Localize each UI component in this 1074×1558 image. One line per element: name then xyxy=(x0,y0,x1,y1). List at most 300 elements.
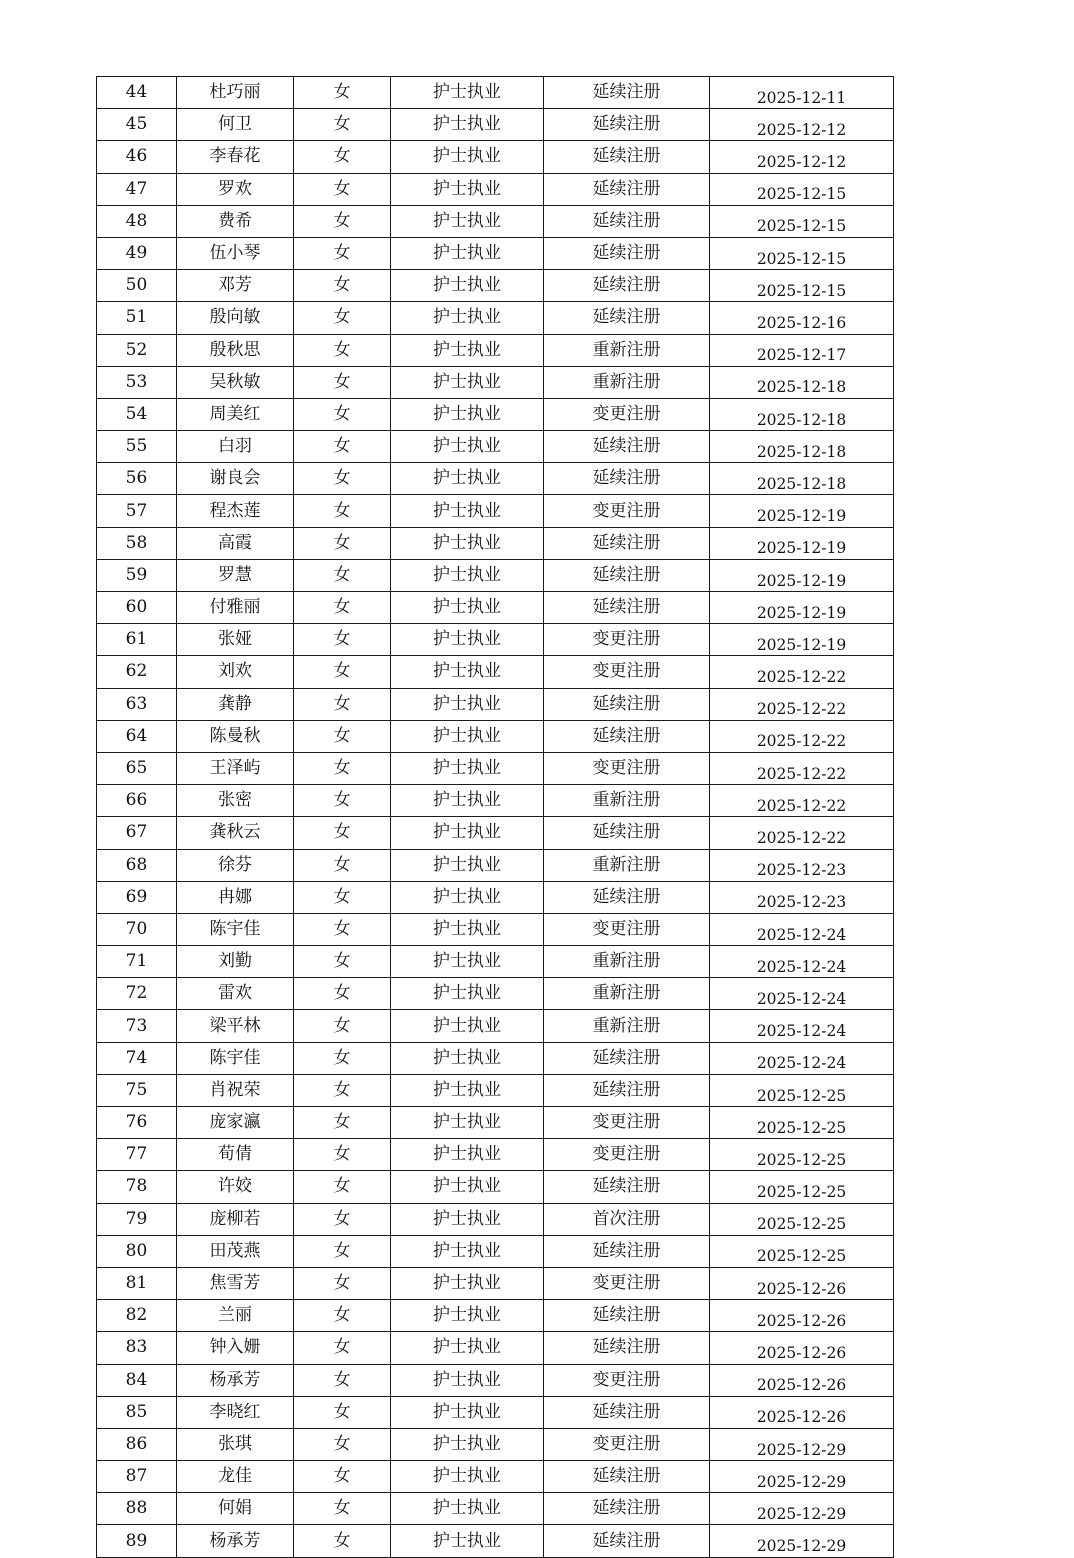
date-cell: 2025-12-15 xyxy=(710,270,894,302)
date-cell: 2025-12-18 xyxy=(710,431,894,463)
practice-category-cell: 护士执业 xyxy=(391,1107,544,1139)
registration-type-cell: 延续注册 xyxy=(544,1493,710,1525)
practice-category-cell: 护士执业 xyxy=(391,881,544,913)
date-cell: 2025-12-25 xyxy=(710,1203,894,1235)
table-row xyxy=(97,1493,894,1525)
gender-cell: 女 xyxy=(294,559,391,591)
name-cell: 殷秋思 xyxy=(177,334,294,366)
row-number-cell: 54 xyxy=(97,398,177,430)
gender-cell: 女 xyxy=(294,205,391,237)
name-cell: 杨承芳 xyxy=(177,1525,294,1557)
name-cell: 何娟 xyxy=(177,1493,294,1525)
name-cell: 龚秋云 xyxy=(177,817,294,849)
practice-category-cell: 护士执业 xyxy=(391,913,544,945)
practice-category-cell: 护士执业 xyxy=(391,785,544,817)
row-number-cell: 44 xyxy=(97,77,177,109)
table-row xyxy=(97,270,894,302)
gender-cell: 女 xyxy=(294,1332,391,1364)
registration-type-cell: 变更注册 xyxy=(544,1364,710,1396)
row-number-cell: 62 xyxy=(97,656,177,688)
table-row xyxy=(97,366,894,398)
practice-category-cell: 护士执业 xyxy=(391,77,544,109)
practice-category-cell: 护士执业 xyxy=(391,1171,544,1203)
date-cell: 2025-12-22 xyxy=(710,688,894,720)
name-cell: 付雅丽 xyxy=(177,592,294,624)
gender-cell: 女 xyxy=(294,1010,391,1042)
row-number-cell: 61 xyxy=(97,624,177,656)
date-cell: 2025-12-22 xyxy=(710,720,894,752)
name-cell: 杨承芳 xyxy=(177,1364,294,1396)
practice-category-cell: 护士执业 xyxy=(391,978,544,1010)
registration-type-cell: 延续注册 xyxy=(544,237,710,269)
row-number-cell: 49 xyxy=(97,237,177,269)
date-cell: 2025-12-24 xyxy=(710,978,894,1010)
table-row xyxy=(97,302,894,334)
row-number-cell: 77 xyxy=(97,1139,177,1171)
date-cell: 2025-12-19 xyxy=(710,592,894,624)
table-row xyxy=(97,334,894,366)
registration-type-cell: 延续注册 xyxy=(544,688,710,720)
date-cell: 2025-12-12 xyxy=(710,109,894,141)
row-number-cell: 48 xyxy=(97,205,177,237)
registration-type-cell: 延续注册 xyxy=(544,720,710,752)
gender-cell: 女 xyxy=(294,302,391,334)
registration-type-cell: 变更注册 xyxy=(544,1107,710,1139)
gender-cell: 女 xyxy=(294,624,391,656)
table-row xyxy=(97,849,894,881)
row-number-cell: 69 xyxy=(97,881,177,913)
name-cell: 陈宇佳 xyxy=(177,913,294,945)
row-number-cell: 47 xyxy=(97,173,177,205)
gender-cell: 女 xyxy=(294,431,391,463)
row-number-cell: 50 xyxy=(97,270,177,302)
name-cell: 雷欢 xyxy=(177,978,294,1010)
name-cell: 白羽 xyxy=(177,431,294,463)
registration-type-cell: 延续注册 xyxy=(544,141,710,173)
registration-type-cell: 延续注册 xyxy=(544,881,710,913)
row-number-cell: 75 xyxy=(97,1074,177,1106)
registration-type-cell: 延续注册 xyxy=(544,1461,710,1493)
gender-cell: 女 xyxy=(294,237,391,269)
table-row xyxy=(97,109,894,141)
table-row xyxy=(97,237,894,269)
registration-type-cell: 重新注册 xyxy=(544,1010,710,1042)
gender-cell: 女 xyxy=(294,334,391,366)
registration-type-cell: 变更注册 xyxy=(544,624,710,656)
date-cell: 2025-12-25 xyxy=(710,1107,894,1139)
date-cell: 2025-12-22 xyxy=(710,817,894,849)
practice-category-cell: 护士执业 xyxy=(391,205,544,237)
practice-category-cell: 护士执业 xyxy=(391,752,544,784)
practice-category-cell: 护士执业 xyxy=(391,1364,544,1396)
gender-cell: 女 xyxy=(294,527,391,559)
date-cell: 2025-12-17 xyxy=(710,334,894,366)
registration-type-cell: 变更注册 xyxy=(544,656,710,688)
practice-category-cell: 护士执业 xyxy=(391,334,544,366)
registration-type-cell: 延续注册 xyxy=(544,109,710,141)
registration-type-cell: 重新注册 xyxy=(544,978,710,1010)
table-row xyxy=(97,1074,894,1106)
date-cell: 2025-12-22 xyxy=(710,656,894,688)
gender-cell: 女 xyxy=(294,913,391,945)
gender-cell: 女 xyxy=(294,656,391,688)
practice-category-cell: 护士执业 xyxy=(391,398,544,430)
table-row xyxy=(97,173,894,205)
date-cell: 2025-12-29 xyxy=(710,1525,894,1557)
registration-type-cell: 延续注册 xyxy=(544,1171,710,1203)
table-row xyxy=(97,688,894,720)
practice-category-cell: 护士执业 xyxy=(391,720,544,752)
table-row xyxy=(97,1171,894,1203)
name-cell: 梁平林 xyxy=(177,1010,294,1042)
name-cell: 刘欢 xyxy=(177,656,294,688)
registration-type-cell: 延续注册 xyxy=(544,1525,710,1557)
date-cell: 2025-12-29 xyxy=(710,1461,894,1493)
row-number-cell: 82 xyxy=(97,1300,177,1332)
registration-type-cell: 延续注册 xyxy=(544,1300,710,1332)
name-cell: 庞柳若 xyxy=(177,1203,294,1235)
date-cell: 2025-12-12 xyxy=(710,141,894,173)
practice-category-cell: 护士执业 xyxy=(391,656,544,688)
name-cell: 殷向敏 xyxy=(177,302,294,334)
date-cell: 2025-12-26 xyxy=(710,1364,894,1396)
registration-type-cell: 首次注册 xyxy=(544,1203,710,1235)
date-cell: 2025-12-26 xyxy=(710,1332,894,1364)
table-row xyxy=(97,656,894,688)
row-number-cell: 84 xyxy=(97,1364,177,1396)
row-number-cell: 83 xyxy=(97,1332,177,1364)
name-cell: 伍小琴 xyxy=(177,237,294,269)
date-cell: 2025-12-29 xyxy=(710,1428,894,1460)
gender-cell: 女 xyxy=(294,270,391,302)
date-cell: 2025-12-25 xyxy=(710,1235,894,1267)
name-cell: 龚静 xyxy=(177,688,294,720)
gender-cell: 女 xyxy=(294,1074,391,1106)
date-cell: 2025-12-11 xyxy=(710,77,894,109)
row-number-cell: 56 xyxy=(97,463,177,495)
registration-type-cell: 延续注册 xyxy=(544,77,710,109)
name-cell: 李春花 xyxy=(177,141,294,173)
practice-category-cell: 护士执业 xyxy=(391,1300,544,1332)
table-row xyxy=(97,817,894,849)
row-number-cell: 46 xyxy=(97,141,177,173)
table-row xyxy=(97,1107,894,1139)
practice-category-cell: 护士执业 xyxy=(391,1428,544,1460)
table-row xyxy=(97,624,894,656)
gender-cell: 女 xyxy=(294,1203,391,1235)
practice-category-cell: 护士执业 xyxy=(391,1235,544,1267)
gender-cell: 女 xyxy=(294,688,391,720)
practice-category-cell: 护士执业 xyxy=(391,849,544,881)
table-row xyxy=(97,1396,894,1428)
row-number-cell: 80 xyxy=(97,1235,177,1267)
table-row xyxy=(97,1461,894,1493)
table-row xyxy=(97,1267,894,1299)
gender-cell: 女 xyxy=(294,1428,391,1460)
table-row xyxy=(97,785,894,817)
table-row xyxy=(97,592,894,624)
table-row xyxy=(97,77,894,109)
table-row xyxy=(97,527,894,559)
date-cell: 2025-12-19 xyxy=(710,527,894,559)
gender-cell: 女 xyxy=(294,978,391,1010)
date-cell: 2025-12-25 xyxy=(710,1171,894,1203)
row-number-cell: 51 xyxy=(97,302,177,334)
practice-category-cell: 护士执业 xyxy=(391,173,544,205)
date-cell: 2025-12-23 xyxy=(710,881,894,913)
date-cell: 2025-12-23 xyxy=(710,849,894,881)
row-number-cell: 78 xyxy=(97,1171,177,1203)
date-cell: 2025-12-22 xyxy=(710,785,894,817)
practice-category-cell: 护士执业 xyxy=(391,1396,544,1428)
row-number-cell: 72 xyxy=(97,978,177,1010)
name-cell: 刘勤 xyxy=(177,946,294,978)
registration-type-cell: 延续注册 xyxy=(544,173,710,205)
practice-category-cell: 护士执业 xyxy=(391,688,544,720)
gender-cell: 女 xyxy=(294,173,391,205)
registration-type-cell: 延续注册 xyxy=(544,592,710,624)
row-number-cell: 85 xyxy=(97,1396,177,1428)
name-cell: 何卫 xyxy=(177,109,294,141)
name-cell: 龙佳 xyxy=(177,1461,294,1493)
date-cell: 2025-12-29 xyxy=(710,1493,894,1525)
name-cell: 罗欢 xyxy=(177,173,294,205)
practice-category-cell: 护士执业 xyxy=(391,1493,544,1525)
gender-cell: 女 xyxy=(294,141,391,173)
registration-table xyxy=(96,76,894,1558)
table-body xyxy=(97,77,894,1558)
gender-cell: 女 xyxy=(294,946,391,978)
name-cell: 田茂燕 xyxy=(177,1235,294,1267)
row-number-cell: 45 xyxy=(97,109,177,141)
gender-cell: 女 xyxy=(294,1525,391,1557)
registration-type-cell: 重新注册 xyxy=(544,334,710,366)
practice-category-cell: 护士执业 xyxy=(391,559,544,591)
table-row xyxy=(97,1332,894,1364)
name-cell: 邓芳 xyxy=(177,270,294,302)
registration-type-cell: 重新注册 xyxy=(544,785,710,817)
registration-type-cell: 变更注册 xyxy=(544,752,710,784)
registration-type-cell: 变更注册 xyxy=(544,1139,710,1171)
row-number-cell: 63 xyxy=(97,688,177,720)
name-cell: 王泽屿 xyxy=(177,752,294,784)
name-cell: 陈曼秋 xyxy=(177,720,294,752)
registration-type-cell: 变更注册 xyxy=(544,495,710,527)
registration-type-cell: 延续注册 xyxy=(544,1074,710,1106)
practice-category-cell: 护士执业 xyxy=(391,946,544,978)
registration-type-cell: 延续注册 xyxy=(544,1235,710,1267)
table-row xyxy=(97,398,894,430)
row-number-cell: 65 xyxy=(97,752,177,784)
date-cell: 2025-12-18 xyxy=(710,398,894,430)
table-row xyxy=(97,1042,894,1074)
practice-category-cell: 护士执业 xyxy=(391,1203,544,1235)
date-cell: 2025-12-22 xyxy=(710,752,894,784)
gender-cell: 女 xyxy=(294,1461,391,1493)
practice-category-cell: 护士执业 xyxy=(391,527,544,559)
date-cell: 2025-12-24 xyxy=(710,1042,894,1074)
practice-category-cell: 护士执业 xyxy=(391,1074,544,1106)
gender-cell: 女 xyxy=(294,1042,391,1074)
name-cell: 吴秋敏 xyxy=(177,366,294,398)
registration-type-cell: 延续注册 xyxy=(544,1332,710,1364)
registration-type-cell: 重新注册 xyxy=(544,366,710,398)
gender-cell: 女 xyxy=(294,849,391,881)
row-number-cell: 76 xyxy=(97,1107,177,1139)
date-cell: 2025-12-16 xyxy=(710,302,894,334)
name-cell: 杜巧丽 xyxy=(177,77,294,109)
date-cell: 2025-12-19 xyxy=(710,624,894,656)
registration-type-cell: 延续注册 xyxy=(544,1396,710,1428)
gender-cell: 女 xyxy=(294,77,391,109)
row-number-cell: 68 xyxy=(97,849,177,881)
name-cell: 罗慧 xyxy=(177,559,294,591)
registration-type-cell: 变更注册 xyxy=(544,1267,710,1299)
date-cell: 2025-12-18 xyxy=(710,463,894,495)
gender-cell: 女 xyxy=(294,366,391,398)
date-cell: 2025-12-24 xyxy=(710,946,894,978)
name-cell: 肖祝荣 xyxy=(177,1074,294,1106)
gender-cell: 女 xyxy=(294,1364,391,1396)
gender-cell: 女 xyxy=(294,109,391,141)
gender-cell: 女 xyxy=(294,463,391,495)
registration-type-cell: 重新注册 xyxy=(544,946,710,978)
practice-category-cell: 护士执业 xyxy=(391,463,544,495)
date-cell: 2025-12-19 xyxy=(710,559,894,591)
date-cell: 2025-12-25 xyxy=(710,1139,894,1171)
gender-cell: 女 xyxy=(294,817,391,849)
practice-category-cell: 护士执业 xyxy=(391,109,544,141)
table-row xyxy=(97,913,894,945)
table-row xyxy=(97,881,894,913)
table-row xyxy=(97,1235,894,1267)
row-number-cell: 86 xyxy=(97,1428,177,1460)
gender-cell: 女 xyxy=(294,1300,391,1332)
date-cell: 2025-12-26 xyxy=(710,1396,894,1428)
practice-category-cell: 护士执业 xyxy=(391,817,544,849)
registration-type-cell: 延续注册 xyxy=(544,817,710,849)
practice-category-cell: 护士执业 xyxy=(391,141,544,173)
row-number-cell: 87 xyxy=(97,1461,177,1493)
registration-type-cell: 延续注册 xyxy=(544,1042,710,1074)
name-cell: 兰丽 xyxy=(177,1300,294,1332)
table-row xyxy=(97,946,894,978)
registration-type-cell: 延续注册 xyxy=(544,302,710,334)
gender-cell: 女 xyxy=(294,1396,391,1428)
date-cell: 2025-12-25 xyxy=(710,1074,894,1106)
row-number-cell: 57 xyxy=(97,495,177,527)
gender-cell: 女 xyxy=(294,881,391,913)
row-number-cell: 58 xyxy=(97,527,177,559)
date-cell: 2025-12-26 xyxy=(710,1267,894,1299)
name-cell: 张娅 xyxy=(177,624,294,656)
practice-category-cell: 护士执业 xyxy=(391,1461,544,1493)
name-cell: 焦雪芳 xyxy=(177,1267,294,1299)
name-cell: 荀倩 xyxy=(177,1139,294,1171)
registration-type-cell: 变更注册 xyxy=(544,398,710,430)
row-number-cell: 70 xyxy=(97,913,177,945)
practice-category-cell: 护士执业 xyxy=(391,366,544,398)
name-cell: 陈宇佳 xyxy=(177,1042,294,1074)
name-cell: 许姣 xyxy=(177,1171,294,1203)
practice-category-cell: 护士执业 xyxy=(391,1139,544,1171)
row-number-cell: 55 xyxy=(97,431,177,463)
practice-category-cell: 护士执业 xyxy=(391,302,544,334)
name-cell: 徐芬 xyxy=(177,849,294,881)
row-number-cell: 60 xyxy=(97,592,177,624)
gender-cell: 女 xyxy=(294,720,391,752)
gender-cell: 女 xyxy=(294,785,391,817)
name-cell: 程杰莲 xyxy=(177,495,294,527)
name-cell: 高霞 xyxy=(177,527,294,559)
table-row xyxy=(97,1203,894,1235)
date-cell: 2025-12-24 xyxy=(710,1010,894,1042)
registration-type-cell: 延续注册 xyxy=(544,559,710,591)
table-row xyxy=(97,495,894,527)
practice-category-cell: 护士执业 xyxy=(391,1525,544,1557)
table-row xyxy=(97,463,894,495)
date-cell: 2025-12-26 xyxy=(710,1300,894,1332)
gender-cell: 女 xyxy=(294,495,391,527)
gender-cell: 女 xyxy=(294,398,391,430)
name-cell: 周美红 xyxy=(177,398,294,430)
row-number-cell: 59 xyxy=(97,559,177,591)
table-row xyxy=(97,720,894,752)
table-row xyxy=(97,1525,894,1557)
practice-category-cell: 护士执业 xyxy=(391,431,544,463)
table-row xyxy=(97,752,894,784)
registration-type-cell: 重新注册 xyxy=(544,849,710,881)
practice-category-cell: 护士执业 xyxy=(391,270,544,302)
registration-type-cell: 延续注册 xyxy=(544,463,710,495)
gender-cell: 女 xyxy=(294,1107,391,1139)
name-cell: 冉娜 xyxy=(177,881,294,913)
row-number-cell: 67 xyxy=(97,817,177,849)
registration-type-cell: 变更注册 xyxy=(544,913,710,945)
date-cell: 2025-12-18 xyxy=(710,366,894,398)
date-cell: 2025-12-15 xyxy=(710,237,894,269)
registration-type-cell: 延续注册 xyxy=(544,205,710,237)
row-number-cell: 89 xyxy=(97,1525,177,1557)
registration-type-cell: 变更注册 xyxy=(544,1428,710,1460)
table-row xyxy=(97,141,894,173)
table-row xyxy=(97,1300,894,1332)
name-cell: 李晓红 xyxy=(177,1396,294,1428)
row-number-cell: 88 xyxy=(97,1493,177,1525)
table-row xyxy=(97,978,894,1010)
practice-category-cell: 护士执业 xyxy=(391,624,544,656)
date-cell: 2025-12-24 xyxy=(710,913,894,945)
date-cell: 2025-12-19 xyxy=(710,495,894,527)
name-cell: 费希 xyxy=(177,205,294,237)
practice-category-cell: 护士执业 xyxy=(391,1332,544,1364)
gender-cell: 女 xyxy=(294,1493,391,1525)
practice-category-cell: 护士执业 xyxy=(391,592,544,624)
practice-category-cell: 护士执业 xyxy=(391,1042,544,1074)
registration-type-cell: 延续注册 xyxy=(544,527,710,559)
practice-category-cell: 护士执业 xyxy=(391,237,544,269)
row-number-cell: 66 xyxy=(97,785,177,817)
row-number-cell: 73 xyxy=(97,1010,177,1042)
date-cell: 2025-12-15 xyxy=(710,173,894,205)
table-row xyxy=(97,1364,894,1396)
gender-cell: 女 xyxy=(294,1267,391,1299)
row-number-cell: 53 xyxy=(97,366,177,398)
name-cell: 庞家瀛 xyxy=(177,1107,294,1139)
table-row xyxy=(97,559,894,591)
gender-cell: 女 xyxy=(294,1171,391,1203)
practice-category-cell: 护士执业 xyxy=(391,495,544,527)
